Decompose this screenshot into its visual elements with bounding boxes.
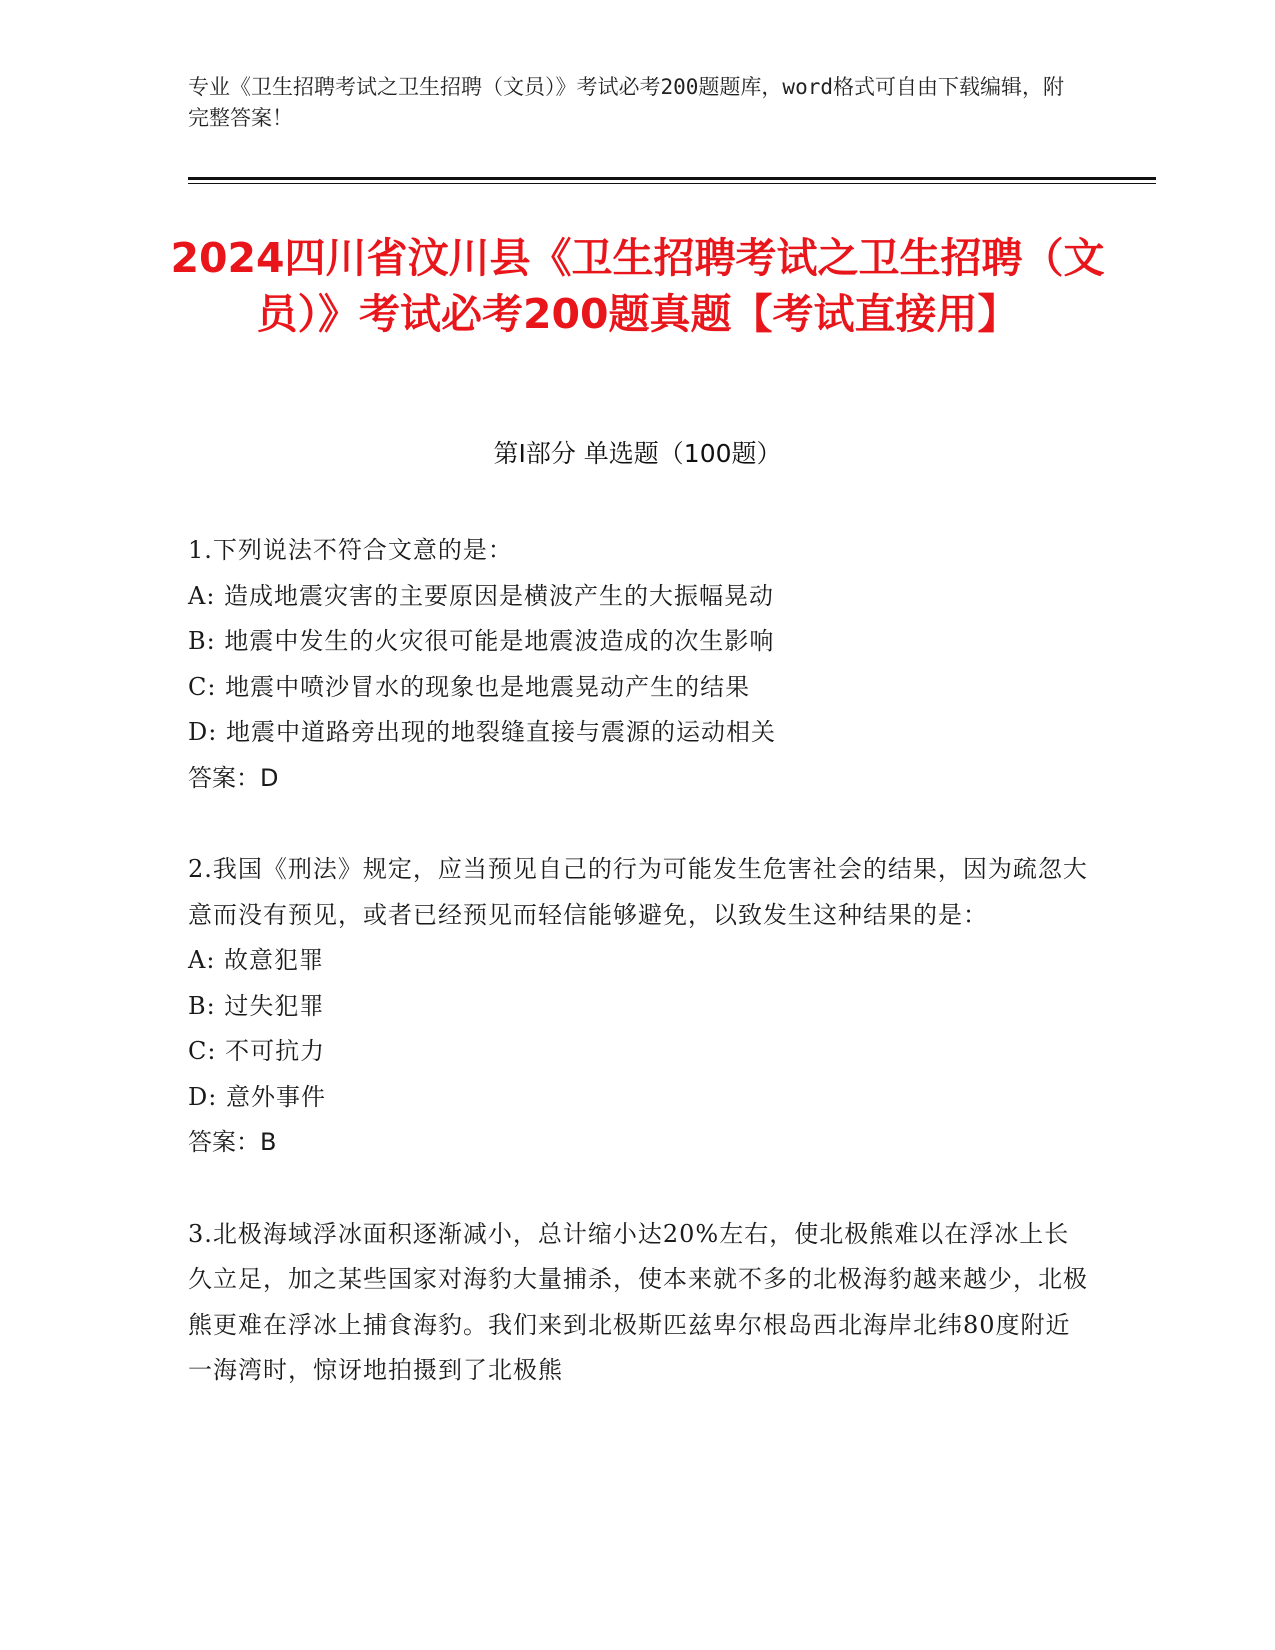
option-b: B: 地震中发生的火灾很可能是地震波造成的次生影响	[188, 627, 775, 655]
question-list	[188, 528, 1088, 1440]
option-a: A: 造成地震灾害的主要原因是横波产生的大振幅晃动	[188, 581, 775, 610]
document-title: 2024四川省汶川县《卫生招聘考试之卫生招聘（文员）》考试必考200题真题【考试直接用】	[170, 234, 1105, 338]
question-stem: 3.北极海域浮冰面积逐渐减小，总计缩小达20%左右，使北极熊难以在浮冰上长久立足，加之某些国家对海豹大量捕杀，使本来就不多的北极海豹越来越少，北极熊更难在浮冰上捕食海豹。我们来到北极斯匹兹卑尔根岛西北海岸北纬80度附近一海湾时，惊讶地拍摄到了北极熊	[188, 1219, 1088, 1384]
question-stem: 1.下列说法不符合文意的是：	[188, 536, 513, 564]
option-d: D: 意外事件	[188, 1082, 326, 1111]
answer-line: 答案：B	[188, 1128, 277, 1156]
question-stem: 2.我国《刑法》规定，应当预见自己的行为可能发生危害社会的结果，因为疏忽大意而没有预见，或者已经预见而轻信能够避免，以致发生这种结果的是：	[188, 855, 1088, 929]
header-divider-thin	[188, 183, 1156, 184]
question-1	[188, 528, 1088, 801]
option-b: B: 过失犯罪	[188, 991, 325, 1020]
header-note: 专业《卫生招聘考试之卫生招聘（文员）》考试必考200题题库，word格式可自由下载编辑，附完整答案！	[188, 75, 1064, 130]
question-2	[188, 847, 1088, 1166]
answer-line: 答案：D	[188, 763, 279, 792]
option-c: C: 不可抗力	[188, 1037, 326, 1065]
question-3	[188, 1212, 1088, 1394]
header-divider-thick	[188, 177, 1156, 180]
option-c: C: 地震中喷沙冒水的现象也是地震晃动产生的结果	[188, 672, 751, 701]
option-a: A: 故意犯罪	[188, 946, 325, 974]
section-heading: 第I部分 单选题（100题）	[493, 439, 782, 468]
option-d: D: 地震中道路旁出现的地裂缝直接与震源的运动相关	[188, 718, 776, 746]
